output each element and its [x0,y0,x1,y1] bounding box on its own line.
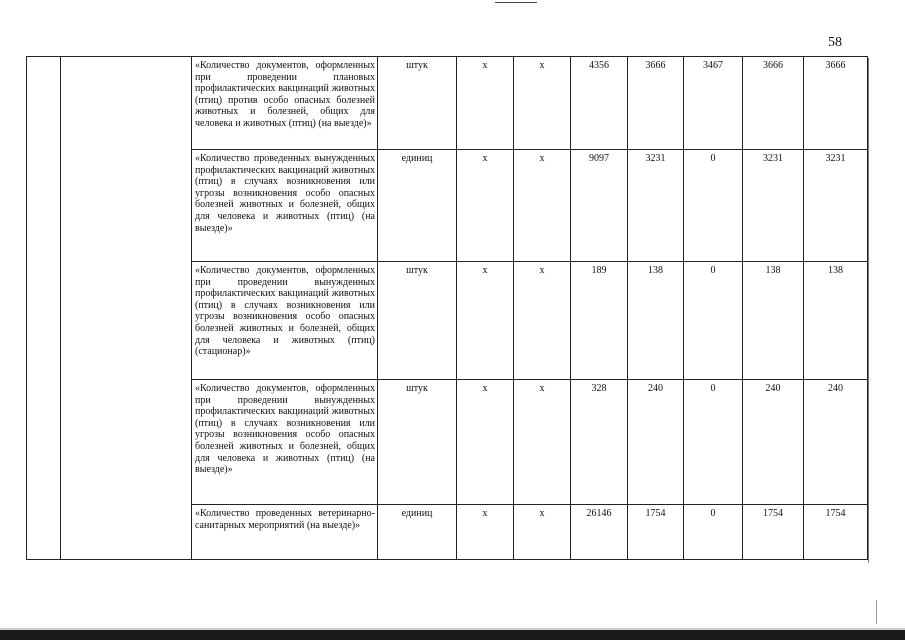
indicator-description: «Количество документов, оформленных при проведении вынужденных профилактических вакцинаций животных (птиц) в случаях возникновения или угрозы возникновения особо опасных болезней животных и болезней, общих для человека и животных (птиц) (стационар)» [192,262,378,380]
unit-cell: штук [378,380,457,505]
value-cell: 189 [571,262,628,380]
value-cell: 0 [684,262,743,380]
x-cell: х [457,262,514,380]
value-cell: 3231 [743,150,804,262]
table-row [27,57,868,150]
x-cell: х [457,57,514,150]
value-cell: 4356 [571,57,628,150]
value-cell: 138 [804,262,868,380]
indicator-description: «Количество проведенных вынужденных профилактических вакцинаций животных (птиц) в случаях возникновения или угрозы возникновения особо опасных болезней животных и болезней, общих для человека и животных (птиц) (на выезде)» [192,150,378,262]
x-cell: х [457,150,514,262]
value-cell: 3231 [628,150,684,262]
scan-edge-dark [0,630,905,640]
value-cell: 0 [684,150,743,262]
page-number: 58 [828,35,842,50]
value-cell: 1754 [804,505,868,560]
unit-cell: единиц [378,505,457,560]
x-cell: х [514,150,571,262]
x-cell: х [457,505,514,560]
scan-mark-right-lower [876,600,877,624]
value-cell: 240 [628,380,684,505]
indicators-table [26,56,868,560]
value-cell: 138 [743,262,804,380]
row-number-cell [27,57,61,560]
scan-mark-top [495,2,537,3]
value-cell: 3467 [684,57,743,150]
indicator-description: «Количество документов, оформленных при проведении вынужденных профилактических вакцинаций животных (птиц) в случаях возникновения или угрозы возникновения особо опасных болезней животных и болезней, общих для человека и животных (птиц) (на выезде)» [192,380,378,505]
indicator-description: «Количество документов, оформленных при проведении плановых профилактических вакцинаций животных (птиц) против особо опасных болезней животных и болезней, общих для человека и животных (птиц) (на выезде)» [192,57,378,150]
value-cell: 1754 [628,505,684,560]
x-cell: х [514,380,571,505]
value-cell: 26146 [571,505,628,560]
x-cell: х [514,57,571,150]
value-cell: 3231 [804,150,868,262]
value-cell: 240 [743,380,804,505]
value-cell: 3666 [743,57,804,150]
unit-cell: единиц [378,150,457,262]
service-name-cell [61,57,192,560]
unit-cell: штук [378,57,457,150]
value-cell: 3666 [628,57,684,150]
value-cell: 0 [684,380,743,505]
scan-mark-right [868,58,869,563]
x-cell: х [514,505,571,560]
value-cell: 1754 [743,505,804,560]
x-cell: х [514,262,571,380]
value-cell: 328 [571,380,628,505]
x-cell: х [457,380,514,505]
value-cell: 0 [684,505,743,560]
value-cell: 138 [628,262,684,380]
indicator-description: «Количество проведенных ветеринарно-санитарных мероприятий (на выезде)» [192,505,378,560]
unit-cell: штук [378,262,457,380]
value-cell: 9097 [571,150,628,262]
value-cell: 3666 [804,57,868,150]
value-cell: 240 [804,380,868,505]
